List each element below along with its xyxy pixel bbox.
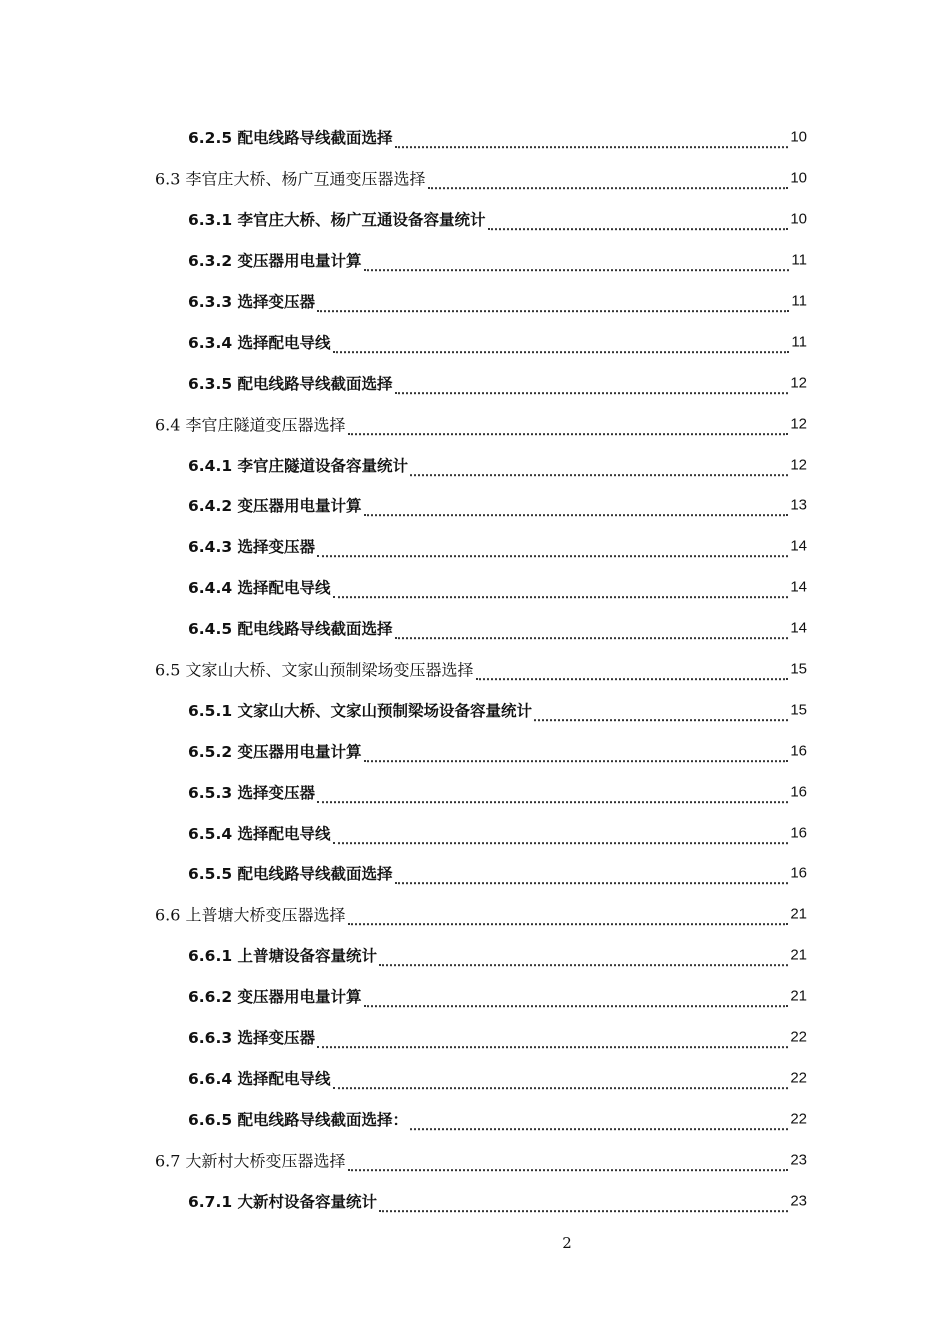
toc-leader-dots xyxy=(364,257,790,271)
toc-leader-dots xyxy=(364,748,789,762)
toc-entry-title: 6.5.5 配电线路导线截面选择 xyxy=(188,865,393,884)
toc-entry-title: 6.4.3 选择变压器 xyxy=(188,538,316,557)
toc-entry-page-number: 11 xyxy=(791,251,807,269)
toc-entry-page-number: 21 xyxy=(790,987,807,1005)
toc-entry[interactable] xyxy=(0,649,950,690)
toc-entry-page-number: 14 xyxy=(790,578,807,596)
toc-entry[interactable] xyxy=(0,812,950,853)
toc-entry-title: 6.5.3 选择变压器 xyxy=(188,783,316,802)
toc-entry-page-number: 13 xyxy=(790,496,807,514)
toc-entry-title: 6.4.2 变压器用电量计算 xyxy=(188,497,362,516)
toc-entry-page-number: 16 xyxy=(790,783,807,801)
toc-entry-title: 6.2.5 配电线路导线截面选择 xyxy=(188,129,393,148)
toc-entry[interactable] xyxy=(0,1139,950,1180)
toc-entry[interactable] xyxy=(0,894,950,935)
toc-entry[interactable] xyxy=(0,1017,950,1058)
table-of-contents xyxy=(0,117,950,1221)
toc-leader-dots xyxy=(379,952,788,966)
toc-entry[interactable] xyxy=(0,281,950,322)
toc-entry-page-number: 10 xyxy=(790,169,807,187)
toc-leader-dots xyxy=(379,1198,788,1212)
toc-entry-title: 6.6.3 选择变压器 xyxy=(188,1029,316,1048)
toc-entry-page-number: 14 xyxy=(790,537,807,555)
toc-entry-title: 6.3.5 配电线路导线截面选择 xyxy=(188,374,393,393)
toc-leader-dots xyxy=(410,1116,788,1130)
toc-entry[interactable] xyxy=(0,771,950,812)
toc-leader-dots xyxy=(348,421,789,435)
toc-leader-dots xyxy=(364,503,789,517)
toc-entry[interactable] xyxy=(0,158,950,199)
toc-leader-dots xyxy=(428,176,789,190)
toc-entry-title: 6.5.4 选择配电导线 xyxy=(188,824,331,843)
toc-entry-page-number: 16 xyxy=(790,864,807,882)
toc-leader-dots xyxy=(476,666,789,680)
toc-entry[interactable] xyxy=(0,1057,950,1098)
toc-leader-dots xyxy=(317,298,789,312)
toc-entry-page-number: 12 xyxy=(790,374,807,392)
toc-entry-title: 6.5 文家山大桥、文家山预制梁场变压器选择 xyxy=(155,660,474,680)
toc-entry-title: 6.4.4 选择配电导线 xyxy=(188,579,331,598)
toc-entry-page-number: 16 xyxy=(790,742,807,760)
toc-entry-page-number: 15 xyxy=(790,701,807,719)
toc-leader-dots xyxy=(488,216,789,230)
toc-entry-page-number: 22 xyxy=(790,1110,807,1128)
toc-entry-title: 6.4.5 配电线路导线截面选择 xyxy=(188,620,393,639)
toc-leader-dots xyxy=(395,135,789,149)
toc-entry-title: 6.3.3 选择变压器 xyxy=(188,293,316,311)
toc-entry[interactable] xyxy=(0,730,950,771)
toc-leader-dots xyxy=(317,789,788,803)
toc-entry-title: 6.3.2 变压器用电量计算 xyxy=(188,252,362,271)
toc-entry[interactable] xyxy=(0,199,950,240)
toc-entry-title: 6.3.1 李官庄大桥、杨广互通设备容量统计 xyxy=(188,211,486,230)
toc-leader-dots xyxy=(333,830,789,844)
page-footer xyxy=(0,1234,950,1252)
toc-entry-title: 6.6 上普塘大桥变压器选择 xyxy=(155,905,346,925)
toc-leader-dots xyxy=(317,544,788,558)
toc-entry-page-number: 21 xyxy=(790,946,807,964)
toc-entry[interactable] xyxy=(0,526,950,567)
toc-entry[interactable] xyxy=(0,608,950,649)
toc-leader-dots xyxy=(348,912,789,926)
toc-entry-page-number: 12 xyxy=(790,415,807,433)
toc-entry[interactable] xyxy=(0,321,950,362)
toc-entry-page-number: 11 xyxy=(791,292,807,310)
toc-entry-title: 6.6.1 上普塘设备容量统计 xyxy=(188,947,378,966)
toc-entry[interactable] xyxy=(0,444,950,485)
toc-entry-title: 6.7 大新村大桥变压器选择 xyxy=(155,1151,346,1171)
toc-leader-dots xyxy=(333,584,789,598)
toc-entry-page-number: 23 xyxy=(790,1151,807,1169)
toc-entry[interactable] xyxy=(0,1180,950,1221)
toc-entry-title: 6.4.1 李官庄隧道设备容量统计 xyxy=(188,456,409,475)
page-number: 2 xyxy=(562,1234,572,1252)
toc-entry-title: 6.6.5 配电线路导线截面选择： xyxy=(188,1110,409,1129)
toc-entry-page-number: 21 xyxy=(790,905,807,923)
toc-entry-title: 6.5.1 文家山大桥、文家山预制梁场设备容量统计 xyxy=(188,701,533,720)
toc-entry-page-number: 15 xyxy=(790,660,807,678)
toc-entry-title: 6.5.2 变压器用电量计算 xyxy=(188,742,362,761)
toc-leader-dots xyxy=(364,993,789,1007)
toc-entry-page-number: 12 xyxy=(790,456,807,474)
toc-entry-title: 6.6.2 变压器用电量计算 xyxy=(188,988,362,1007)
toc-leader-dots xyxy=(395,871,789,885)
toc-entry-page-number: 14 xyxy=(790,619,807,637)
toc-entry-page-number: 16 xyxy=(790,824,807,842)
toc-entry[interactable] xyxy=(0,403,950,444)
toc-entry[interactable] xyxy=(0,689,950,730)
toc-entry[interactable] xyxy=(0,567,950,608)
toc-entry-page-number: 10 xyxy=(790,128,807,146)
toc-leader-dots xyxy=(410,462,788,476)
toc-entry-title: 6.7.1 大新村设备容量统计 xyxy=(188,1192,378,1211)
toc-entry-page-number: 22 xyxy=(790,1028,807,1046)
toc-leader-dots xyxy=(534,707,788,721)
toc-entry-title: 6.3 李官庄大桥、杨广互通变压器选择 xyxy=(155,169,426,189)
toc-entry-page-number: 11 xyxy=(791,333,807,351)
toc-entry[interactable] xyxy=(0,1098,950,1139)
toc-entry[interactable] xyxy=(0,485,950,526)
toc-leader-dots xyxy=(395,380,789,394)
toc-entry[interactable] xyxy=(0,976,950,1017)
toc-leader-dots xyxy=(333,339,790,353)
toc-leader-dots xyxy=(333,1075,789,1089)
toc-entry[interactable] xyxy=(0,362,950,403)
toc-entry[interactable] xyxy=(0,935,950,976)
toc-leader-dots xyxy=(317,1034,788,1048)
toc-entry-title: 6.6.4 选择配电导线 xyxy=(188,1069,331,1088)
toc-entry-title: 6.4 李官庄隧道变压器选择 xyxy=(155,415,346,435)
toc-leader-dots xyxy=(395,625,789,639)
toc-entry-page-number: 23 xyxy=(790,1192,807,1210)
toc-leader-dots xyxy=(348,1157,789,1171)
toc-entry-title: 6.3.4 选择配电导线 xyxy=(188,333,331,352)
toc-entry[interactable] xyxy=(0,853,950,894)
toc-entry-page-number: 10 xyxy=(790,210,807,228)
toc-entry[interactable] xyxy=(0,117,950,158)
toc-entry-page-number: 22 xyxy=(790,1069,807,1087)
toc-entry[interactable] xyxy=(0,240,950,281)
